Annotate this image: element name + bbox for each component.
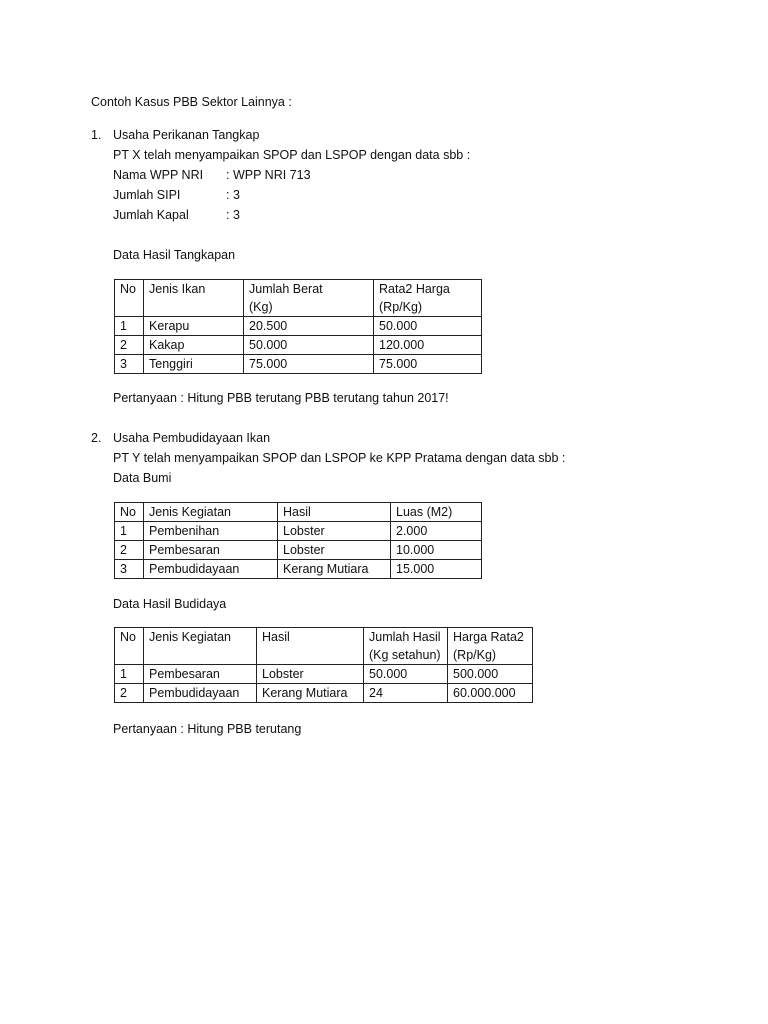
cell: Kerang Mutiara <box>257 684 364 703</box>
header-cell: Jumlah Hasil (Kg setahun) <box>364 628 448 665</box>
cell: 10.000 <box>391 541 482 560</box>
land-data-table <box>114 502 482 579</box>
header-cell: No <box>115 628 144 665</box>
header-cell: Jenis Ikan <box>144 280 244 317</box>
header-cell: Hasil <box>278 503 391 522</box>
case1-intro: PT X telah menyampaikan SPOP dan LSPOP dengan data sbb : <box>113 148 471 162</box>
table-row <box>115 541 482 560</box>
field-value: : 3 <box>226 208 240 222</box>
table-row <box>115 336 482 355</box>
cell: Kerang Mutiara <box>278 560 391 579</box>
cell: Kerapu <box>144 317 244 336</box>
cell: 15.000 <box>391 560 482 579</box>
cell: Tenggiri <box>144 355 244 374</box>
case2-table2-title: Data Hasil Budidaya <box>113 597 227 611</box>
table-row <box>115 522 482 541</box>
cell: 50.000 <box>364 665 448 684</box>
cell: Pembudidayaan <box>144 560 278 579</box>
cell: 24 <box>364 684 448 703</box>
cell: Pembesaran <box>144 665 257 684</box>
cell: Pembudidayaan <box>144 684 257 703</box>
cell: 2.000 <box>391 522 482 541</box>
case2-number: 2. <box>91 431 102 445</box>
table-row <box>115 560 482 579</box>
cell: 120.000 <box>374 336 482 355</box>
field-label: Nama WPP NRI <box>113 168 204 182</box>
table-row <box>115 665 533 684</box>
case1-table-title: Data Hasil Tangkapan <box>113 248 236 262</box>
cell: 3 <box>115 355 144 374</box>
cell: Lobster <box>278 522 391 541</box>
cell: Kakap <box>144 336 244 355</box>
case1-number: 1. <box>91 128 102 142</box>
case1-field-kapal <box>113 205 240 225</box>
header-cell: Jenis Kegiatan <box>144 503 278 522</box>
case2-intro: PT Y telah menyampaikan SPOP dan LSPOP ke KPP Pratama dengan data sbb : <box>113 451 566 465</box>
table-row <box>115 355 482 374</box>
header-cell: Rata2 Harga (Rp/Kg) <box>374 280 482 317</box>
table-header-row <box>115 280 482 317</box>
header-cell: No <box>115 280 144 317</box>
cell: 3 <box>115 560 144 579</box>
header-cell: Jumlah Berat (Kg) <box>244 280 374 317</box>
cell: 75.000 <box>374 355 482 374</box>
field-label: Jumlah SIPI <box>113 188 181 202</box>
table-row <box>115 684 533 703</box>
cell: 75.000 <box>244 355 374 374</box>
cell: 2 <box>115 336 144 355</box>
cell: Pembesaran <box>144 541 278 560</box>
case1-question: Pertanyaan : Hitung PBB terutang PBB terutang tahun 2017! <box>113 391 449 405</box>
header-cell: No <box>115 503 144 522</box>
table-header-row <box>115 503 482 522</box>
cell: 500.000 <box>448 665 533 684</box>
cell: 1 <box>115 317 144 336</box>
field-label: Jumlah Kapal <box>113 208 189 222</box>
header-cell: Harga Rata2 (Rp/Kg) <box>448 628 533 665</box>
cell: 1 <box>115 522 144 541</box>
case1-field-sipi <box>113 185 240 205</box>
case2-question: Pertanyaan : Hitung PBB terutang <box>113 722 302 736</box>
cultivation-table <box>114 627 533 703</box>
table-row <box>115 317 482 336</box>
case1-heading: Usaha Perikanan Tangkap <box>113 128 260 142</box>
case2-subtitle: Data Bumi <box>113 471 172 485</box>
field-value: : 3 <box>226 188 240 202</box>
catch-table <box>114 279 482 374</box>
cell: 1 <box>115 665 144 684</box>
cell: 2 <box>115 541 144 560</box>
cell: 50.000 <box>244 336 374 355</box>
cell: 20.500 <box>244 317 374 336</box>
header-cell: Hasil <box>257 628 364 665</box>
cell: Lobster <box>278 541 391 560</box>
header-cell: Luas (M2) <box>391 503 482 522</box>
cell: Pembenihan <box>144 522 278 541</box>
case1-field-wpp <box>113 165 311 185</box>
cell: 60.000.000 <box>448 684 533 703</box>
cell: Lobster <box>257 665 364 684</box>
cell: 2 <box>115 684 144 703</box>
header-cell: Jenis Kegiatan <box>144 628 257 665</box>
table-header-row <box>115 628 533 665</box>
cell: 50.000 <box>374 317 482 336</box>
page-title: Contoh Kasus PBB Sektor Lainnya : <box>91 95 292 109</box>
case2-heading: Usaha Pembudidayaan Ikan <box>113 431 271 445</box>
field-value: : WPP NRI 713 <box>226 168 311 182</box>
